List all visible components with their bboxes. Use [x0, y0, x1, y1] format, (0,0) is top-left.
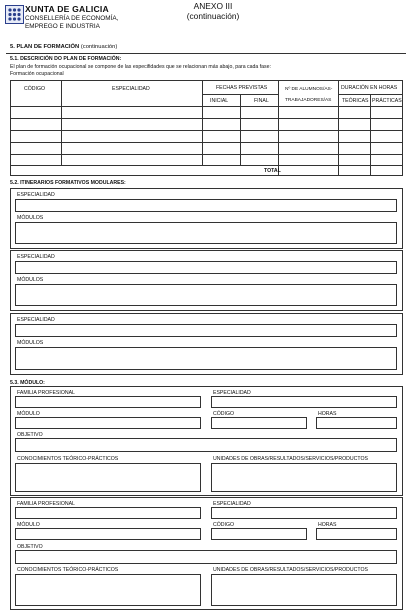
familia-label: FAMILIA PROFESIONAL — [17, 390, 75, 396]
objetivo-field[interactable] — [15, 550, 397, 564]
col-practicas: PRÁCTICAS — [372, 98, 402, 104]
codigo-label: CÓDIGO — [213, 411, 235, 417]
especialidad-label: ESPECIALIDAD — [17, 254, 55, 260]
unidades-field[interactable] — [211, 574, 397, 606]
horas-field[interactable] — [316, 417, 397, 429]
especialidad-label: ESPECIALIDAD — [213, 390, 251, 396]
unidades-field[interactable] — [211, 463, 397, 492]
modulo-field[interactable] — [15, 528, 201, 540]
table-rule — [278, 80, 279, 176]
modulos-label: MÓDULOS — [17, 340, 44, 346]
col-fechas: FECHAS PREVISTAS — [216, 85, 268, 91]
modulos-field[interactable] — [15, 284, 397, 306]
table-rule — [10, 142, 403, 143]
codigo-field[interactable] — [211, 417, 307, 429]
familia-label: FAMILIA PROFESIONAL — [17, 501, 75, 507]
objetivo-label: OBJETIVO — [17, 544, 43, 550]
unidades-label: UNIDADES DE OBRAS/RESULTADOS/SERVICIOS/PRODUCTOS — [213, 567, 368, 573]
col-codigo: CÓDIGO — [24, 86, 46, 92]
horas-label: HORAS — [318, 522, 337, 528]
objetivo-field[interactable] — [15, 438, 397, 452]
conocimientos-field[interactable] — [15, 574, 201, 606]
especialidad-field[interactable] — [15, 199, 397, 212]
section-title-text: 5. PLAN DE FORMACIÓN — [10, 44, 80, 50]
especialidad-label: ESPECIALIDAD — [17, 192, 55, 198]
org-name: XUNTA DE GALICIA — [25, 4, 109, 14]
conocimientos-label: CONOCIMIENTOS TEÓRICO-PRÁCTICOS — [17, 567, 119, 573]
modulo-label: MÓDULO — [17, 411, 40, 417]
dept-line-1: CONSELLERÍA DE ECONOMÍA, — [25, 15, 119, 22]
section-title-suffix: (continuación) — [80, 44, 118, 50]
annex-title-text: ANEXO III — [193, 1, 233, 11]
col-duracion: DURACIÓN EN HORAS — [341, 85, 398, 91]
col-inicial: INICIAL — [210, 98, 229, 104]
familia-field[interactable] — [15, 507, 201, 519]
codigo-field[interactable] — [211, 528, 307, 540]
table-rule — [10, 154, 403, 155]
table-rule — [61, 80, 62, 165]
table-rule — [10, 118, 403, 119]
conocimientos-label: CONOCIMIENTOS TEÓRICO-PRÁCTICOS — [17, 456, 119, 462]
xunta-logo-icon — [5, 5, 24, 24]
table-rule — [240, 94, 241, 165]
s51-subtitle: Formación ocupacional — [10, 71, 64, 77]
horas-field[interactable] — [316, 528, 397, 540]
col-teoricas: TEÓRICAS — [342, 98, 369, 104]
table-rule — [338, 80, 339, 176]
modulos-label: MÓDULOS — [17, 277, 44, 283]
horas-label: HORAS — [318, 411, 337, 417]
table-rule — [202, 80, 203, 165]
codigo-label: CÓDIGO — [213, 522, 235, 528]
total-label: TOTAL — [264, 168, 281, 174]
especialidad-field[interactable] — [211, 396, 397, 408]
familia-field[interactable] — [15, 396, 201, 408]
s53-title: 5.3. MÓDULO: — [10, 380, 45, 386]
col-especialidad: ESPECIALIDAD — [112, 86, 150, 92]
especialidad-field[interactable] — [15, 324, 397, 337]
objetivo-label: OBJETIVO — [17, 432, 43, 438]
col-alumnos-1: Nº DE ALUMNOS/AS- — [285, 87, 333, 92]
table-rule — [10, 106, 403, 107]
especialidad-label: ESPECIALIDAD — [213, 501, 251, 507]
section-divider — [6, 53, 406, 54]
annex-title — [182, 2, 244, 21]
dept-line-2: EMPREGO E INDUSTRIA — [25, 23, 100, 30]
col-alumnos-2: TRABAJADORES/AS — [285, 98, 332, 103]
conocimientos-field[interactable] — [15, 463, 201, 492]
s52-title: 5.2. ITINERARIOS FORMATIVOS MODULARES: — [10, 180, 126, 186]
especialidad-field[interactable] — [211, 507, 397, 519]
especialidad-label: ESPECIALIDAD — [17, 317, 55, 323]
unidades-label: UNIDADES DE OBRAS/RESULTADOS/SERVICIOS/PRODUCTOS — [213, 456, 368, 462]
table-rule — [10, 130, 403, 131]
modulos-label: MÓDULOS — [17, 215, 44, 221]
modulos-field[interactable] — [15, 347, 397, 370]
s51-title: 5.1. DESCRICIÓN DO PLAN DE FORMACIÓN: — [10, 56, 122, 62]
table-rule — [10, 165, 403, 166]
modulo-field[interactable] — [15, 417, 201, 429]
modulos-field[interactable] — [15, 222, 397, 244]
especialidad-field[interactable] — [15, 261, 397, 274]
col-final: FINAL — [254, 98, 269, 104]
section-title — [10, 44, 117, 50]
modulo-label: MÓDULO — [17, 522, 40, 528]
table-rule — [370, 94, 371, 176]
s51-intro: El plan de formación ocupacional se compone de las especifidades que se relacionan más abajo, para cada fase: — [10, 64, 271, 70]
annex-subtitle-text: (continuación) — [186, 10, 240, 21]
